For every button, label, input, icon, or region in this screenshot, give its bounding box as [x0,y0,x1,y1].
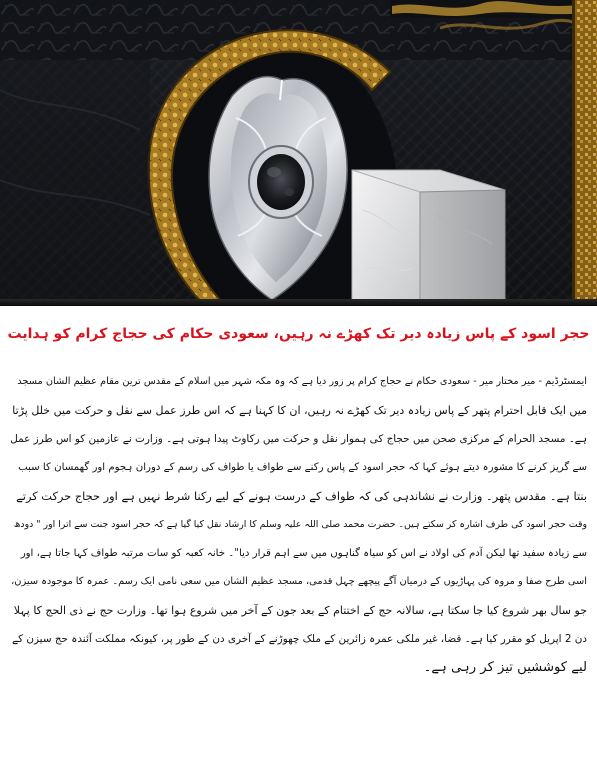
article-body [10,368,587,770]
kaaba-black-stone-photo [0,0,597,306]
body-line: میں ایک قابل احترام پتھر کے پاس زیادہ دیر تک کھڑے نہ رہیں، ان کا کہنا ہے کہ اس طرز عمل سے نقل و حرکت میں خلل پڑتا [12,403,587,417]
body-line: وقت حجر اسود کی طرف اشارہ کر سکتے ہیں۔ حضرت محمد صلی اللہ علیہ وسلم کا ارشاد نقل کیا گیا ہے کہ حجر اسود جنت سے اترا اور " دودھ [13,518,587,530]
body-line: دن 2 اپریل کو مقرر کیا ہے۔ قضا، غیر ملکی عمرہ زائرین کے ملک چھوڑنے کے آخری دن کے طور پر، کیونکہ مملکت آئندہ حج سیزن کے [11,633,587,646]
headline: حجر اسود کے پاس زیادہ دیر تک کھڑے نہ رہیں، سعودی حکام کی حجاج کرام کو ہدایت [7,326,590,342]
body-line: بنتا ہے۔ مقدس پتھر۔ وزارت نے نشاندہی کی کہ طواف کے درست ہونے کے لیے رکنا شرط نہیں ہے اور حجاج حرکت کرتے [16,489,587,504]
body-line: لیے کوششیں تیز کر رہی ہے۔ [423,659,587,675]
body-line: اسی طرح صفا و مروہ کی پہاڑیوں کے درمیان آگے پیچھے چہل قدمی، مسجد عظیم الشان میں سعی نامی ایک رسم۔ عمرہ کا موجودہ سیزن، [11,576,587,588]
headline-bar [0,310,597,358]
body-line: سے گریز کرنے کا مشورہ دیتے ہوئے کہا کہ حجر اسود کے پاس رکنے سے طواف یا طواف کی رسم کے دوران ہجوم اور گھمسان کا سبب [18,461,587,473]
body-line: جو سال بھر شروع کیا جا سکتا ہے، سالانہ حج کے اختتام کے بعد جون کے آخر میں شروع ہوا تھا۔ وزارت حج نے ذی الحج کا پہلا [13,603,587,617]
photo-bottom-border [0,299,597,306]
body-line: سے زیادہ سفید تھا لیکن آدم کی اولاد نے اس کو سیاہ گناہوں میں سے اہم قرار دیا"۔ خانہ کعبہ کو سات مرتبہ طواف کہا جاتا ہے، اور [20,547,587,559]
body-line: ایمسٹرڈیم - میر مختار میر - سعودی حکام نے حجاج کرام پر زور دیا ہے کہ وہ مکہ شہر میں اسلام کے مقدس ترین مقام عظیم الشان مسجد [17,376,587,387]
body-line: ہے۔ مسجد الحرام کے مرکزی صحن میں حجاج کی ہموار نقل و حرکت میں رکاوٹ پیدا ہوتی ہے۔ وزارت نے عازمین کو اس طرز عمل [10,433,587,446]
